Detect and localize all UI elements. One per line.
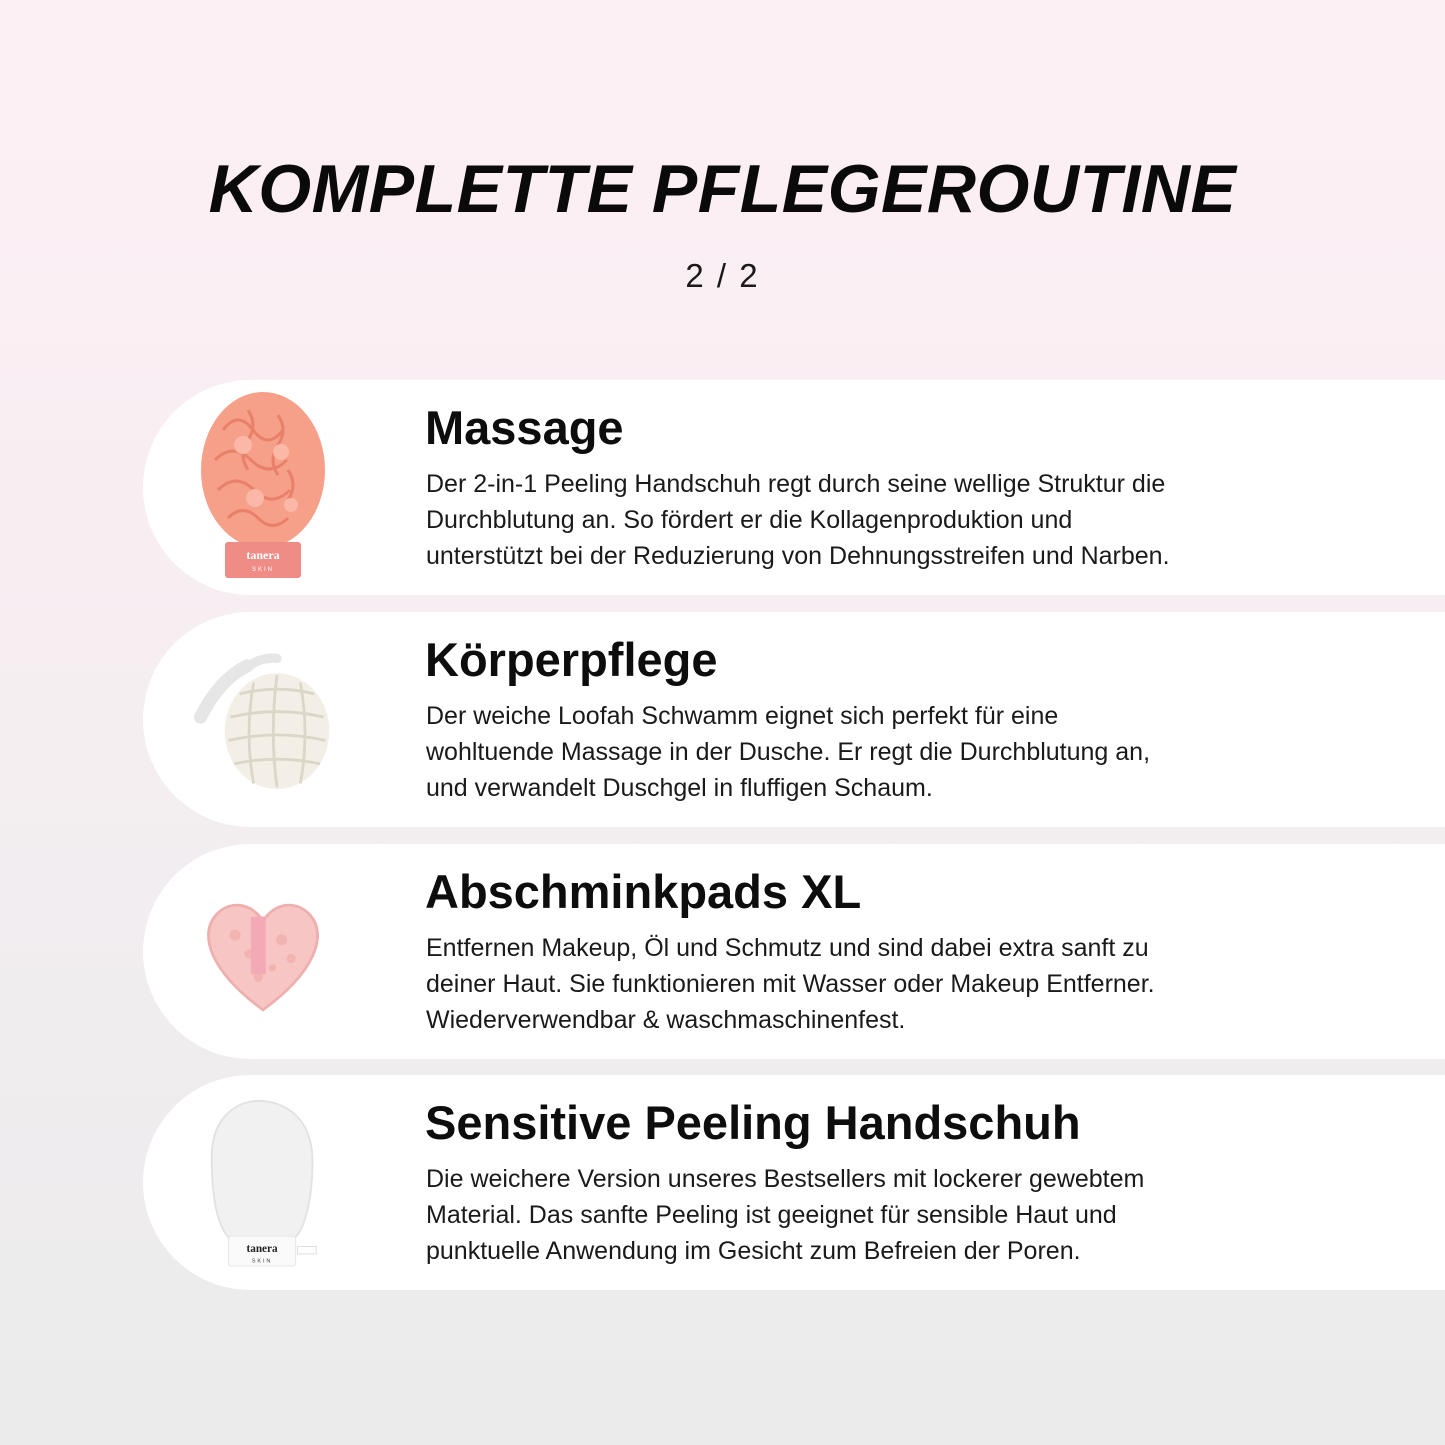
- pink-loofah-mitt-icon: [193, 390, 333, 585]
- product-description: Die weichere Version unseres Bestsellers mit lockerer gewebtem Material. Das sanfte Peeling ist geeignet für sensible Haut und punktuelle Anwendung im Gesicht zum Befreien der Poren.: [426, 1165, 1145, 1265]
- brand-logo-text: tanera: [246, 548, 280, 562]
- product-name: Abschminkpads XL: [425, 865, 862, 918]
- product-description: Der 2-in-1 Peeling Handschuh regt durch seine wellige Struktur die Durchblutung an. So fördert er die Kollagenproduktion und unterstützt bei der Reduzierung von Dehnungsstreifen und Narben.: [426, 470, 1170, 570]
- product-card-abschminkpads: [143, 844, 1445, 1059]
- brand-logo-sub: SKIN: [251, 567, 275, 573]
- white-peeling-mitt-icon: [193, 1085, 333, 1280]
- page-title: KOMPLETTE PFLEGEROUTINE: [208, 151, 1237, 227]
- white-loofah-sponge-icon: [193, 622, 333, 817]
- product-description: Der weiche Loofah Schwamm eignet sich perfekt für eine wohltuende Massage in der Dusche. Er regt die Durchblutung an, und verwandelt Duschgel in fluffigen Schaum.: [426, 702, 1151, 802]
- page-indicator: 2 / 2: [685, 257, 760, 294]
- product-name: Massage: [425, 401, 624, 454]
- heart-makeup-pad-icon: [193, 854, 333, 1049]
- product-description: Entfernen Makeup, Öl und Schmutz und sind dabei extra sanft zu deiner Haut. Sie funktionieren mit Wasser oder Makeup Entferner. Wiederverwendbar & waschmaschinenfest.: [426, 934, 1155, 1034]
- brand-logo-sub: SKIN: [251, 1258, 273, 1265]
- product-card-koerperpflege: [143, 612, 1445, 827]
- product-card-sensitive-handschuh: [143, 1075, 1445, 1290]
- product-name: Sensitive Peeling Handschuh: [425, 1096, 1081, 1149]
- brand-logo-text: tanera: [246, 1243, 278, 1256]
- product-card-massage: [143, 380, 1445, 595]
- product-name: Körperpflege: [425, 633, 718, 686]
